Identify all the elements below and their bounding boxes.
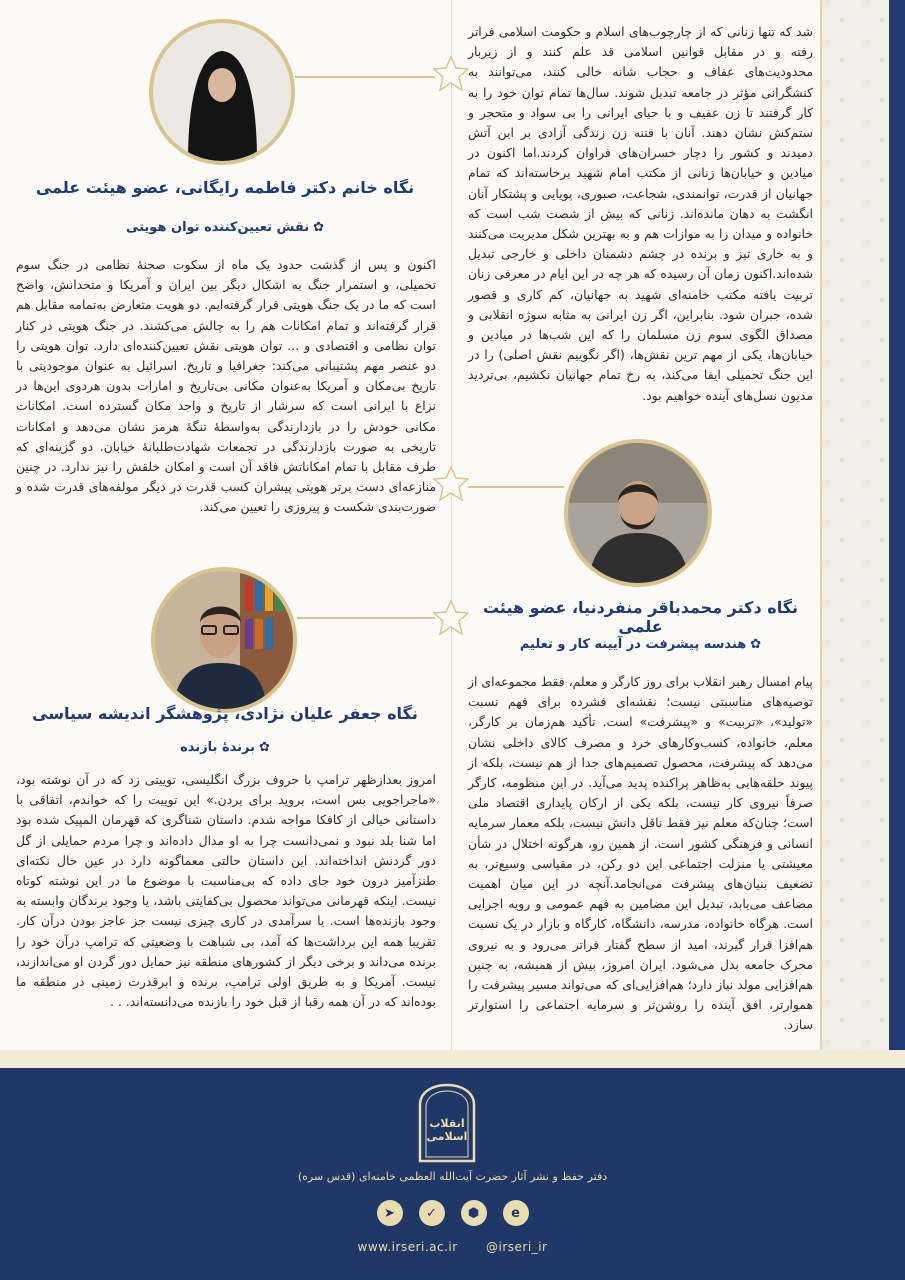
section1-subtitle-text: نقش تعیین‌کننده توان هویتی <box>125 220 310 235</box>
star-ornament-icon <box>433 466 469 502</box>
author-photo-jafar-aliannejadi <box>151 567 297 713</box>
social-icons <box>0 1200 905 1226</box>
section2-body: پیام امسال رهبر انقلاب برای روز کارگر و معلم، فقط مجموعه‌ای از توصیه‌های مناسبتی نیست؛ نقشه‌ای فشرده برای فهم نسبت «تولید»، «تربیت» و «پیشرفت» است. تأکید هم‌زمان بر کارگر، معلم، خانواده، کسب‌وکارهای خرد و مصرف کالای داخلی نشان می‌دهد که پیشرفت، محصول تصمیم‌های جدا از هم نیست، بلکه از پیوند حلقه‌هایی به‌ظاهر پراکنده پدید می‌آید. در این منظومه، کارگر صرفاً نیروی کار نیست، بلکه یکی از ارکان پایداری اقتصاد ملی است؛ چنان‌که معلم نیز فقط ناقل دانش نیست، بلکه معمار سرمایه انسانی و فرهنگی کشور است. از همین رو، هرگونه اختلال در شأن معیشتی یا منزلت اجتماعی این دو رکن، در مقیاسی وسیع‌تر، به تضعیف بنیان‌های پیشرفت می‌انجامد.آنچه در این میان اهمیت مضاعف می‌یابد، تبدیل این مضامین به فهم عمومی و رویه اجرایی است. هرگاه خانواده، مدرسه، دانشگاه، کارگاه و بازار در یک نسبت هم‌افزا قرار گیرند، امید از سطح گفتار فراتر می‌رود و به نیروی محرک جامعه بدل می‌شود. ایران امروز، بیش از همیشه، به چنین هم‌افزایی مولد نیاز دارد؛ هم‌افزایی‌ای که می‌تواند مسیر پیشرفت را هموارتر، افق آینده را روشن‌تر و سرمایه اجتماعی را استوارتر سازد. <box>468 674 813 1033</box>
star-ornament-icon <box>433 56 469 92</box>
decorative-side-strip <box>820 0 905 1050</box>
logo-text: انقلاب اسلامی <box>426 1117 468 1143</box>
star-ornament-icon <box>433 600 469 636</box>
check-shield-icon[interactable]: ✓ <box>419 1200 445 1226</box>
photo-connector <box>295 76 435 78</box>
flower-bullet-icon: ✿ <box>750 637 762 652</box>
section3-body: امروز بعدازظهر ترامپ با حروف بزرگ انگلیسی، توییتی زد که در آن نوشته بود، «ماجراجویی بس است، بروید برای بردن.» این توییت را که خواندم، اتفاقی با داستانی خیالی از کافکا مواجه شدم. داستان شناگری که قهرمان المپیک شده بود اما شنا بلد نبود و نمی‌دانست چرا به او مدال داده‌اند و چرا مردم حمایلی از گل دور گردنش انداخته‌اند. این داستان حالتی معماگونه دارد در عین حال نکته‌ای طنزآمیز درون خود جای داده که بی‌مناسبت با موضوع ما در این نوشته کوتاه نیست. اینکه قهرمانی می‌تواند محصول بی‌کفایتی باشد، یا وجود برندگان وابسته به وجود بازنده‌ها است. یا سرآمدی در کاری چیزی نیست جز عاجز بودن درآن کار. تقریبا همه این برداشت‌ها که آمد، بی شباهت با وضعیتی که ترامپ درآن خود را برنده می‌داند و برخی دیگر از کشورهای منطقه نیز حمایل دور گردن او می‌اندازند، نیست. آمریکا و به طریق اولی ترامپ، برنده و ابرقدرت زمینی در منطقه ما بوده‌اند که در آن همه رقبا از قبل خود را بازنده می‌دانسته‌اند. . . <box>16 772 436 1010</box>
author-photo-mohammadbagher-monfarednia <box>564 439 712 587</box>
section2-title: نگاه دکتر محمدباقر منفردنیا، عضو هیئت علمی <box>482 598 799 636</box>
organization-name: دفتر حفظ و نشر آثار حضرت آیت‌الله العظمی خامنه‌ای (قدس سره) <box>297 1170 608 1183</box>
section3-title: نگاه جعفر علیان نژادی، پژوهشگر اندیشه سیاسی <box>32 704 418 723</box>
center-timeline-line <box>451 0 452 1050</box>
photo-connector <box>468 486 564 488</box>
hexagon-icon[interactable]: ⬢ <box>461 1200 487 1226</box>
irseri-logo <box>412 1083 482 1163</box>
telegram-icon[interactable]: ➤ <box>377 1200 403 1226</box>
section1-body: اکنون و پس از گذشت حدود یک ماه از سکوت صحنهٔ نظامی در جنگ سوم تحمیلی، و استمرار جنگ به اشکال دیگر بین ایران و آمریکا و متحدانش، واضح است که ما در یک جنگ هویتی قرار گرفته‌ایم. دو هویت متعارض به‌تمامه مقابل هم قرار گرفته‌اند و تمام امکانات هم را به چالش می‌کشند. در جنگ هویتی در کنار توان نظامی و اقتصادی و ... توان هویتی نقش تعیین‌کننده‌ای دارد. توان هویتی را دو عنصر مهم پشتیبانی می‌کند: جغرافیا و تاریخ. اسرائیل به عنوان موجودیتی با تاریخ بی‌مکان و آمریکا به‌عنوان مکانی بی‌تاریخ و امارات بدون هردوی این‌ها در نزاع با ایرانی است که سرشار از تاریخ و واجد مکان گسترده است. امکانات مکانی خودش را در بازدارندگی به‌واسطهٔ تنگهٔ هرمز نشان می‌دهد و امکانات تاریخی به صورت بازدارندگی در تجمعات شهادت‌طلبانهٔ خیابان. دو گزینه‌ای که طرف مقابل با تمام امکاناتش فاقد آن است و امکان خلقش را نیز ندارد. در چنین منازعه‌ای دست برتر هویتی پیشران کسب قدرت در دیگر مولفه‌های قدرت شده و صورت‌بندی شکست و پیروزی را تعیین می‌کند. <box>16 257 436 515</box>
website-link[interactable]: www.irseri.ac.ir <box>357 1240 458 1254</box>
footer-links <box>0 1240 905 1254</box>
section1-subtitle <box>20 220 430 235</box>
photo-connector <box>297 617 435 619</box>
section2-subtitle-text: هندسه پیشرفت در آیینه کار و تعلیم <box>519 637 747 652</box>
social-handle[interactable]: @irseri_ir <box>486 1240 548 1254</box>
section3-subtitle <box>20 740 430 755</box>
author-photo-fatemeh-raigani <box>149 19 295 165</box>
flower-bullet-icon: ✿ <box>313 220 325 235</box>
section3-subtitle-text: برندهٔ بازنده <box>180 740 255 755</box>
section1-title: نگاه خانم دکتر فاطمه رایگانی، عضو هیئت علمی <box>35 178 415 197</box>
section2-subtitle <box>468 637 813 652</box>
top-right-body: شد که تنها زنانی که از چارچوب‌های اسلام و حکومت اسلامی فراتر رفته و در مقابل قوانین اسلامی قد علم کنند و از زیربار محدودیت‌های عفاف و حجاب شانه خالی کنند، می‌توانند به کنشگرانی مؤثر در جامعه تبدیل شوند. سال‌ها تمام توان خود را به کار گرفتند تا زن عفیف و با حیای ایرانی را بی سواد و متحجر و ستم‌کش نشان دهند. آنان با فتنه زن زندگی آزادی بر این آتش دمیدند و کشور را دچار خسران‌های فراوان کردند.اما اکنون در میادین و خیابان‌ها زنانی از مکتب امام شهید برخاسته‌اند که تمام جهانیان از قدرت، توانمندی، شجاعت، صبوری، پویایی و پشتکار آنان انگشت به دهان مانده‌اند. زنانی که بیش از شصت شب است که خانواده و میدان را به موازات هم و به بهترین شکل مدیریت می‌کنند و به خاری تیز و برنده در چشم دشمنان داخلی و خارجی تبدیل شده‌اند.اکنون زمان آن رسیده که هر چه در این ایام در معرفی زنان تربیت یافته مکتب خامنه‌ای شهید به جهانیان، کم کاری و قصور شده، جبران شود. بنابراین، اگر زن ایرانی به مثابه سوژه انقلابی و مصداق الگوی سوم زن مسلمان را که این شب‌ها در میادین و خیابان‌ها، یکی از مهم ترین نقش‌ها، (اگر نگوییم نقش اصلی) را در این جنگ تحمیلی ایفا می‌کند، به رخ تمام جهانیان نکشیم، بی‌تردید مدیون نسل‌های آینده خواهیم بود. <box>468 24 813 403</box>
eitaa-icon[interactable]: e <box>503 1200 529 1226</box>
flower-bullet-icon: ✿ <box>258 740 270 755</box>
